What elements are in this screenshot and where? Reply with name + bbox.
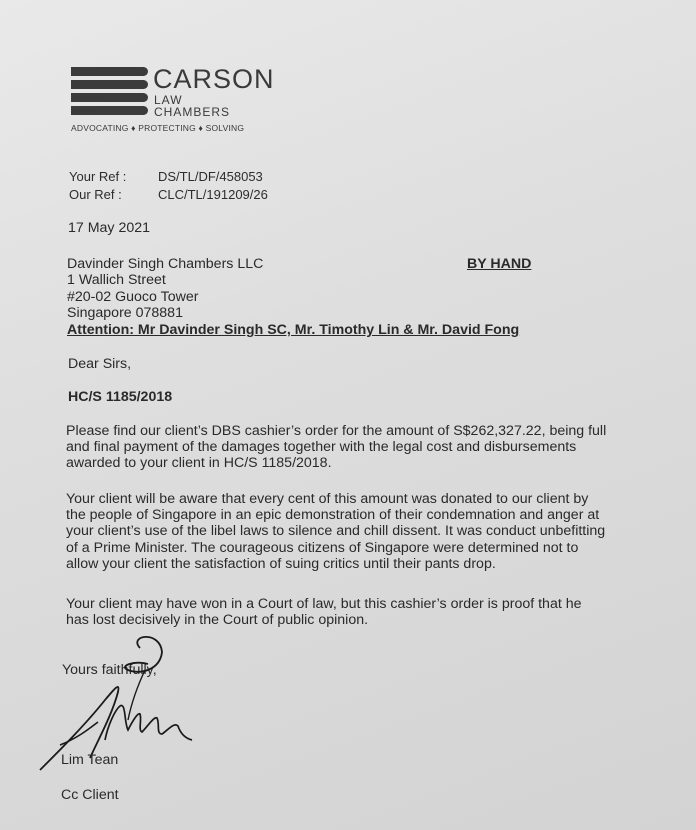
paragraph-line: your client’s use of the libel laws to silence and chill dissent. It was conduct unbefitting [66,523,606,540]
firm-name-line2: LAW [154,93,183,107]
paragraph-line: Your client may have won in a Court of law, but this cashier’s order is proof that he [66,596,582,612]
recipient-line1: Davinder Singh Chambers LLC [67,256,264,272]
recipient-line4: Singapore 078881 [67,305,183,321]
cc-line: Cc Client [61,787,119,803]
subject-line: HC/S 1185/2018 [68,389,173,405]
our-ref-label: Our Ref : [69,187,122,202]
handwritten-signature [20,630,260,790]
paragraph-line: Please find our client’s DBS cashier’s order for the amount of S$262,327.22, being full [66,423,607,439]
paragraph-line: the people of Singapore in an epic demonstration of their condemnation and anger at [66,507,600,524]
paragraph-2 [66,491,646,572]
paragraph-3 [66,596,646,628]
our-ref-value: CLC/TL/191209/26 [158,187,268,202]
paragraph-1 [66,423,646,472]
attention-line: Attention: Mr Davinder Singh SC, Mr. Timothy Lin & Mr. David Fong [67,322,520,338]
signatory-name: Lim Tean [61,752,119,768]
paragraph-line: awarded to your client in HC/S 1185/2018. [66,455,332,472]
letter-date: 17 May 2021 [68,220,151,236]
firm-name-line3: CHAMBERS [154,105,231,119]
firm-tagline: ADVOCATING ♦ PROTECTING ♦ SOLVING [71,123,245,133]
delivery-method: BY HAND [467,256,532,272]
paragraph-line: has lost decisively in the Court of public opinion. [66,612,369,629]
recipient-line3: #20-02 Guoco Tower [67,289,199,305]
recipient-line2: 1 Wallich Street [67,272,166,288]
paragraph-line: allow your client the satisfaction of suing critics until their pants drop. [66,555,496,572]
your-ref-label: Your Ref : [69,169,127,184]
salutation: Dear Sirs, [68,356,132,372]
firm-name: CARSON [153,64,275,94]
paragraph-line: Your client will be aware that every cent of this amount was donated to our client by [66,491,589,507]
your-ref-value: DS/TL/DF/458053 [158,169,263,184]
closing: Yours faithfully, [62,662,157,678]
paragraph-line: and final payment of the damages together with the legal cost and disbursements [66,439,577,456]
paragraph-line: of a Prime Minister. The courageous citizens of Singapore were determined not to [66,539,579,556]
